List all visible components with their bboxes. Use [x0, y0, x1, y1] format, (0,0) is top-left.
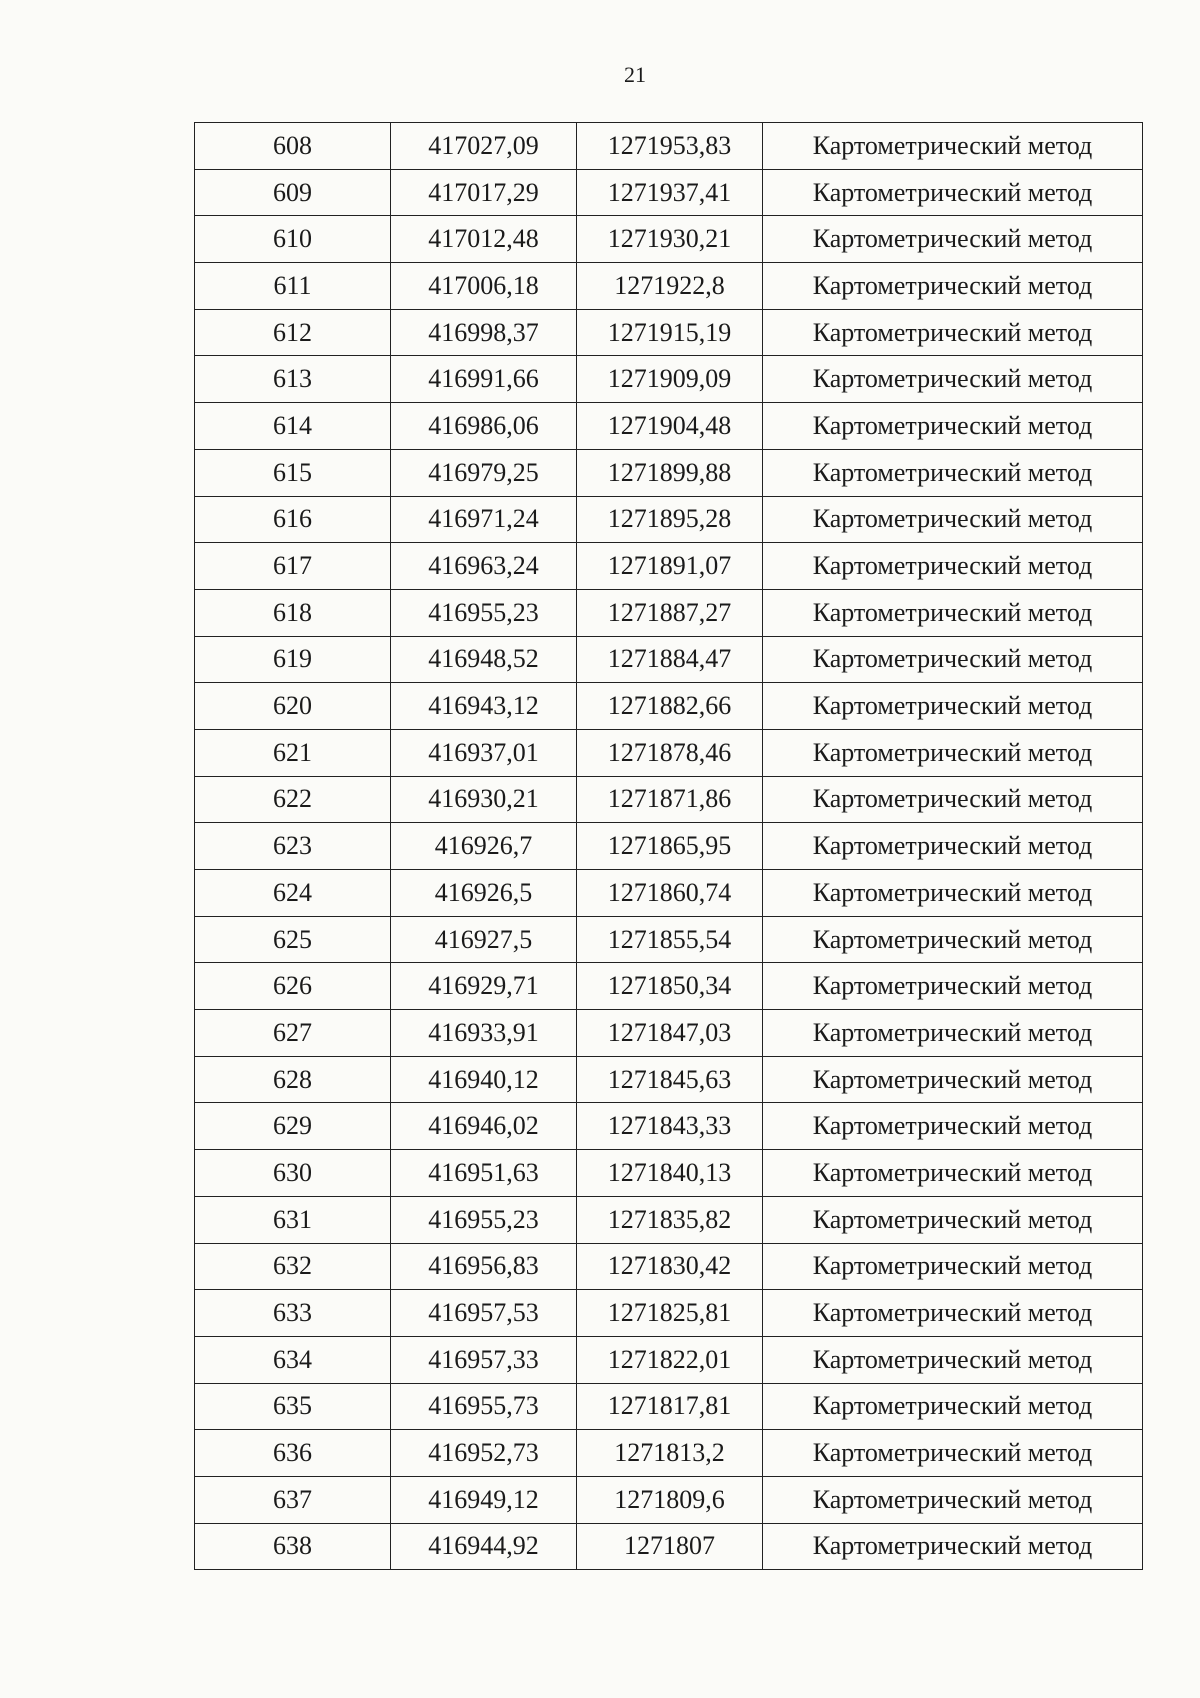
point-number-cell: 637 — [195, 1476, 391, 1523]
method-cell: Картометрический метод — [763, 683, 1143, 730]
method-cell: Картометрический метод — [763, 776, 1143, 823]
method-cell: Картометрический метод — [763, 356, 1143, 403]
x-coordinate-cell: 416957,53 — [391, 1290, 577, 1337]
table-row — [195, 1150, 1143, 1197]
y-coordinate-cell: 1271915,19 — [577, 309, 763, 356]
x-coordinate-cell: 417006,18 — [391, 263, 577, 310]
method-cell: Картометрический метод — [763, 496, 1143, 543]
point-number-cell: 616 — [195, 496, 391, 543]
table-row — [195, 683, 1143, 730]
y-coordinate-cell: 1271878,46 — [577, 729, 763, 776]
table-row — [195, 403, 1143, 450]
method-cell: Картометрический метод — [763, 636, 1143, 683]
table-body — [195, 123, 1143, 1570]
y-coordinate-cell: 1271817,81 — [577, 1383, 763, 1430]
y-coordinate-cell: 1271840,13 — [577, 1150, 763, 1197]
point-number-cell: 623 — [195, 823, 391, 870]
x-coordinate-cell: 416955,23 — [391, 589, 577, 636]
point-number-cell: 615 — [195, 449, 391, 496]
x-coordinate-cell: 416948,52 — [391, 636, 577, 683]
point-number-cell: 630 — [195, 1150, 391, 1197]
point-number-cell: 614 — [195, 403, 391, 450]
point-number-cell: 620 — [195, 683, 391, 730]
method-cell: Картометрический метод — [763, 1430, 1143, 1477]
y-coordinate-cell: 1271843,33 — [577, 1103, 763, 1150]
y-coordinate-cell: 1271922,8 — [577, 263, 763, 310]
table-row — [195, 263, 1143, 310]
x-coordinate-cell: 417027,09 — [391, 123, 577, 170]
x-coordinate-cell: 416944,92 — [391, 1523, 577, 1570]
x-coordinate-cell: 417017,29 — [391, 169, 577, 216]
y-coordinate-cell: 1271847,03 — [577, 1010, 763, 1057]
point-number-cell: 622 — [195, 776, 391, 823]
y-coordinate-cell: 1271845,63 — [577, 1056, 763, 1103]
x-coordinate-cell: 416926,7 — [391, 823, 577, 870]
x-coordinate-cell: 416930,21 — [391, 776, 577, 823]
y-coordinate-cell: 1271930,21 — [577, 216, 763, 263]
y-coordinate-cell: 1271835,82 — [577, 1196, 763, 1243]
table-row — [195, 636, 1143, 683]
table-row — [195, 496, 1143, 543]
y-coordinate-cell: 1271887,27 — [577, 589, 763, 636]
point-number-cell: 635 — [195, 1383, 391, 1430]
method-cell: Картометрический метод — [763, 1150, 1143, 1197]
method-cell: Картометрический метод — [763, 729, 1143, 776]
y-coordinate-cell: 1271953,83 — [577, 123, 763, 170]
x-coordinate-cell: 416946,02 — [391, 1103, 577, 1150]
y-coordinate-cell: 1271871,86 — [577, 776, 763, 823]
table-row — [195, 1010, 1143, 1057]
method-cell: Картометрический метод — [763, 543, 1143, 590]
method-cell: Картометрический метод — [763, 823, 1143, 870]
y-coordinate-cell: 1271822,01 — [577, 1336, 763, 1383]
x-coordinate-cell: 416929,71 — [391, 963, 577, 1010]
method-cell: Картометрический метод — [763, 403, 1143, 450]
point-number-cell: 611 — [195, 263, 391, 310]
x-coordinate-cell: 416933,91 — [391, 1010, 577, 1057]
x-coordinate-cell: 416949,12 — [391, 1476, 577, 1523]
method-cell: Картометрический метод — [763, 589, 1143, 636]
y-coordinate-cell: 1271850,34 — [577, 963, 763, 1010]
table-row — [195, 776, 1143, 823]
table-row — [195, 356, 1143, 403]
x-coordinate-cell: 416979,25 — [391, 449, 577, 496]
point-number-cell: 628 — [195, 1056, 391, 1103]
y-coordinate-cell: 1271860,74 — [577, 870, 763, 917]
y-coordinate-cell: 1271904,48 — [577, 403, 763, 450]
method-cell: Картометрический метод — [763, 169, 1143, 216]
table-row — [195, 123, 1143, 170]
table-row — [195, 823, 1143, 870]
x-coordinate-cell: 416943,12 — [391, 683, 577, 730]
method-cell: Картометрический метод — [763, 123, 1143, 170]
table-row — [195, 589, 1143, 636]
table-row — [195, 1523, 1143, 1570]
y-coordinate-cell: 1271809,6 — [577, 1476, 763, 1523]
point-number-cell: 612 — [195, 309, 391, 356]
y-coordinate-cell: 1271891,07 — [577, 543, 763, 590]
point-number-cell: 621 — [195, 729, 391, 776]
table-row — [195, 1476, 1143, 1523]
point-number-cell: 625 — [195, 916, 391, 963]
x-coordinate-cell: 416956,83 — [391, 1243, 577, 1290]
table-row — [195, 1243, 1143, 1290]
point-number-cell: 626 — [195, 963, 391, 1010]
method-cell: Картометрический метод — [763, 1243, 1143, 1290]
point-number-cell: 617 — [195, 543, 391, 590]
method-cell: Картометрический метод — [763, 449, 1143, 496]
table-row — [195, 963, 1143, 1010]
method-cell: Картометрический метод — [763, 1010, 1143, 1057]
method-cell: Картометрический метод — [763, 963, 1143, 1010]
point-number-cell: 618 — [195, 589, 391, 636]
point-number-cell: 629 — [195, 1103, 391, 1150]
table-row — [195, 729, 1143, 776]
method-cell: Картометрический метод — [763, 1103, 1143, 1150]
table-row — [195, 870, 1143, 917]
x-coordinate-cell: 416940,12 — [391, 1056, 577, 1103]
method-cell: Картометрический метод — [763, 1383, 1143, 1430]
x-coordinate-cell: 416952,73 — [391, 1430, 577, 1477]
point-number-cell: 619 — [195, 636, 391, 683]
x-coordinate-cell: 416957,33 — [391, 1336, 577, 1383]
point-number-cell: 638 — [195, 1523, 391, 1570]
point-number-cell: 636 — [195, 1430, 391, 1477]
x-coordinate-cell: 416926,5 — [391, 870, 577, 917]
method-cell: Картометрический метод — [763, 1523, 1143, 1570]
table-row — [195, 1383, 1143, 1430]
y-coordinate-cell: 1271882,66 — [577, 683, 763, 730]
coordinates-table — [194, 122, 1143, 1570]
table-row — [195, 1430, 1143, 1477]
x-coordinate-cell: 416927,5 — [391, 916, 577, 963]
point-number-cell: 634 — [195, 1336, 391, 1383]
y-coordinate-cell: 1271855,54 — [577, 916, 763, 963]
table-row — [195, 1056, 1143, 1103]
method-cell: Картометрический метод — [763, 1476, 1143, 1523]
x-coordinate-cell: 416955,23 — [391, 1196, 577, 1243]
table-row — [195, 1290, 1143, 1337]
method-cell: Картометрический метод — [763, 1336, 1143, 1383]
x-coordinate-cell: 416951,63 — [391, 1150, 577, 1197]
page-number: 21 — [624, 62, 646, 87]
x-coordinate-cell: 416937,01 — [391, 729, 577, 776]
x-coordinate-cell: 417012,48 — [391, 216, 577, 263]
point-number-cell: 610 — [195, 216, 391, 263]
y-coordinate-cell: 1271813,2 — [577, 1430, 763, 1477]
x-coordinate-cell: 416955,73 — [391, 1383, 577, 1430]
method-cell: Картометрический метод — [763, 309, 1143, 356]
point-number-cell: 632 — [195, 1243, 391, 1290]
x-coordinate-cell: 416963,24 — [391, 543, 577, 590]
table-row — [195, 916, 1143, 963]
method-cell: Картометрический метод — [763, 1196, 1143, 1243]
table-row — [195, 1103, 1143, 1150]
point-number-cell: 627 — [195, 1010, 391, 1057]
method-cell: Картометрический метод — [763, 1056, 1143, 1103]
point-number-cell: 631 — [195, 1196, 391, 1243]
y-coordinate-cell: 1271825,81 — [577, 1290, 763, 1337]
y-coordinate-cell: 1271937,41 — [577, 169, 763, 216]
y-coordinate-cell: 1271830,42 — [577, 1243, 763, 1290]
point-number-cell: 609 — [195, 169, 391, 216]
table-row — [195, 216, 1143, 263]
y-coordinate-cell: 1271884,47 — [577, 636, 763, 683]
x-coordinate-cell: 416991,66 — [391, 356, 577, 403]
point-number-cell: 613 — [195, 356, 391, 403]
method-cell: Картометрический метод — [763, 216, 1143, 263]
table-row — [195, 1196, 1143, 1243]
method-cell: Картометрический метод — [763, 1290, 1143, 1337]
x-coordinate-cell: 416998,37 — [391, 309, 577, 356]
x-coordinate-cell: 416986,06 — [391, 403, 577, 450]
table-row — [195, 1336, 1143, 1383]
method-cell: Картометрический метод — [763, 263, 1143, 310]
table-row — [195, 309, 1143, 356]
y-coordinate-cell: 1271899,88 — [577, 449, 763, 496]
point-number-cell: 608 — [195, 123, 391, 170]
point-number-cell: 624 — [195, 870, 391, 917]
method-cell: Картометрический метод — [763, 916, 1143, 963]
y-coordinate-cell: 1271865,95 — [577, 823, 763, 870]
method-cell: Картометрический метод — [763, 870, 1143, 917]
y-coordinate-cell: 1271895,28 — [577, 496, 763, 543]
y-coordinate-cell: 1271807 — [577, 1523, 763, 1570]
y-coordinate-cell: 1271909,09 — [577, 356, 763, 403]
table-row — [195, 449, 1143, 496]
point-number-cell: 633 — [195, 1290, 391, 1337]
x-coordinate-cell: 416971,24 — [391, 496, 577, 543]
table-row — [195, 543, 1143, 590]
table-row — [195, 169, 1143, 216]
